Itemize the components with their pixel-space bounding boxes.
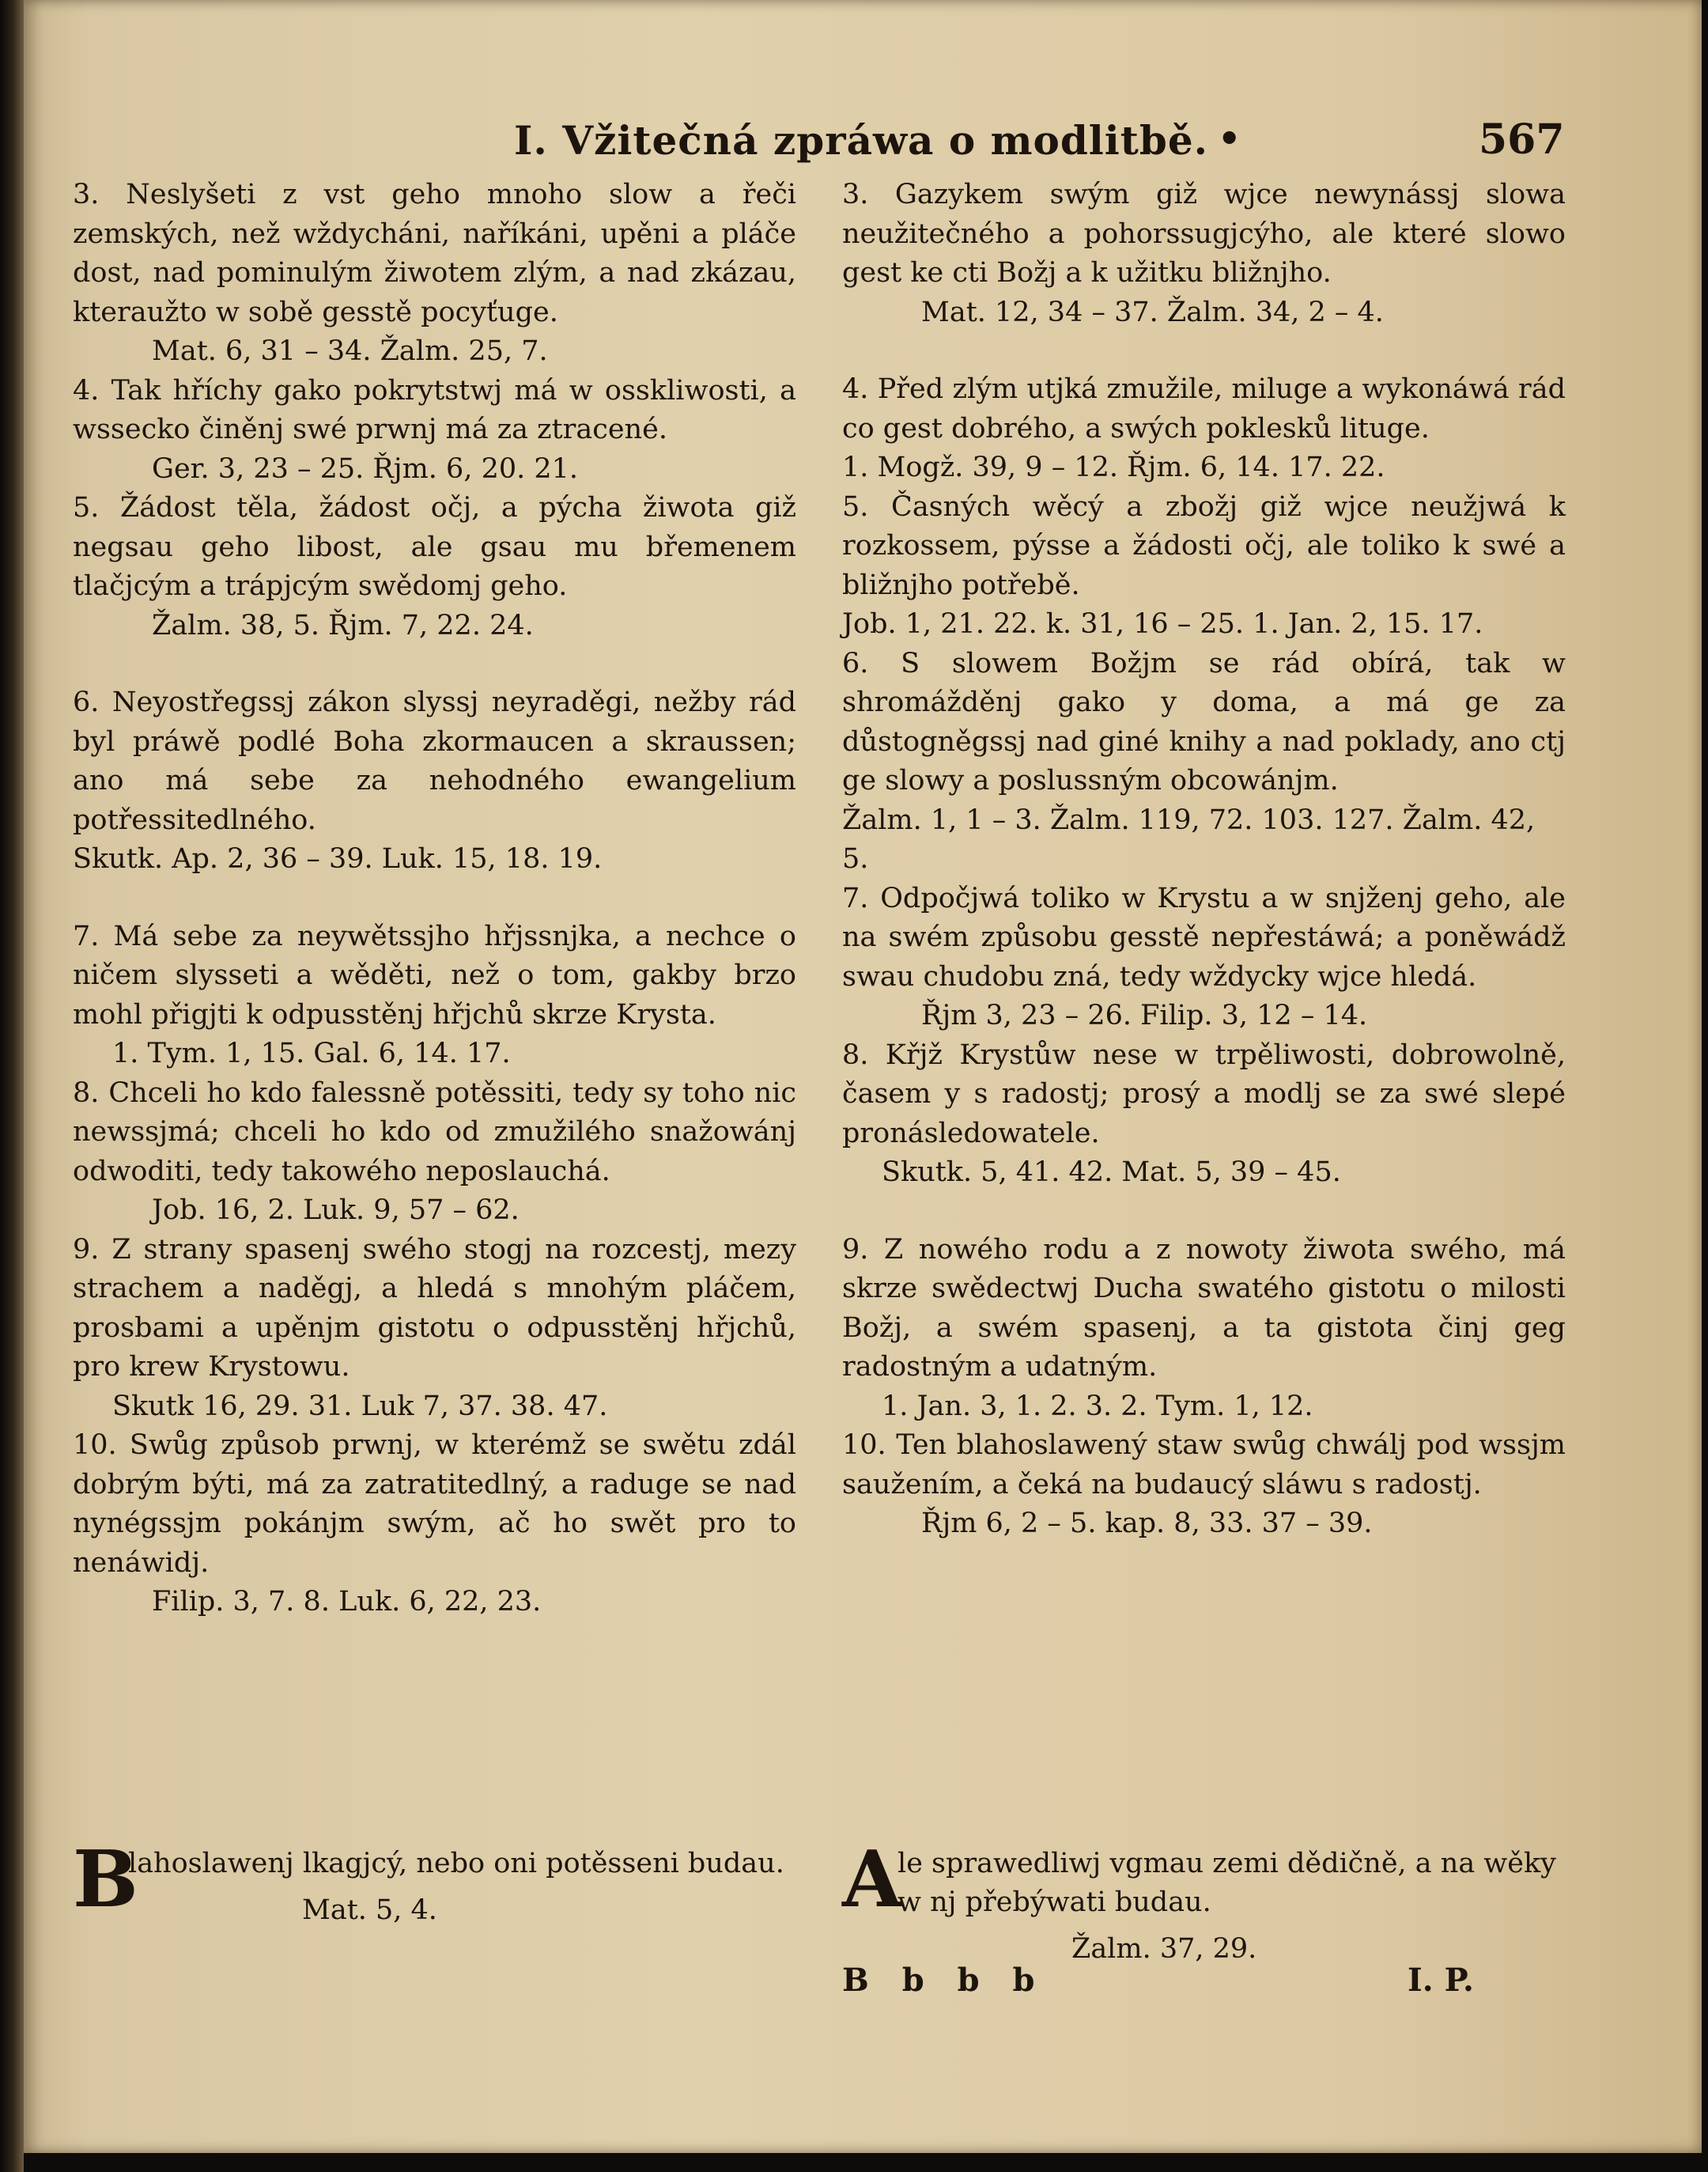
list-item: 8. Chceli ho kdo falessně potěssiti, tedy sy toho nic newssjmá; chceli ho kdo od zmužilého snažowánj odwoditi, tedy takowého neposlauchá. xyxy=(73,1077,796,1187)
list-item: 10. Swůg způsob prwnj, w kterémž se swětu zdál dobrým býti, má za zatratitedlný, a raduge se nad nynégssjm pokánjm swým, ač ho swět pro to nenáwidj. xyxy=(73,1429,796,1579)
scripture-reference: Mat. 6, 31 – 34. Žalm. 25, 7. xyxy=(152,335,548,367)
scripture-reference: Žalm. 38, 5. Řjm. 7, 22. 24. xyxy=(152,609,534,641)
left-column xyxy=(73,176,796,1622)
scripture-reference: Skutk. Ap. 2, 36 – 39. Luk. 15, 18. 19. xyxy=(73,843,603,875)
scripture-reference: Žalm. 1, 1 – 3. Žalm. 119, 72. 103. 127. Žalm. 42, 5. xyxy=(842,804,1536,875)
list-item: 3. Neslyšeti z vst geho mnoho slow a řeči zemských, než wždycháni, naříkáni, upěni a pláče dost, nad pominulým žiwotem zlým, a nad zkázau, kteraužto w sobě gesstě pocyťuge. xyxy=(73,179,796,328)
scripture-reference: Řjm 6, 2 – 5. kap. 8, 33. 37 – 39. xyxy=(921,1508,1373,1539)
drop-cap: B xyxy=(73,1834,138,1925)
beatitude-text: le sprawedliwj vgmau zemi dědičně, a na wěky w nj přebýwati budau. xyxy=(897,1848,1556,1918)
list-item: 10. Ten blahoslawený staw swůg chwálj pod wssjm saužením, a čeká na budaucý sláwu s radostj. xyxy=(842,1429,1566,1500)
scripture-reference: 1. Mogž. 39, 9 – 12. Řjm. 6, 14. 17. 22. xyxy=(842,452,1385,483)
right-column xyxy=(842,176,1566,1544)
scripture-reference: Ger. 3, 23 – 25. Řjm. 6, 20. 21. xyxy=(152,452,579,485)
list-item: 8. Křjž Krystůw nese w trpěliwosti, dobrowolně, časem y s radostj; prosý a modlj se za swé slepé pronásledowatele. xyxy=(842,1039,1566,1149)
list-item: 7. Má sebe za neywětssjho hřjssnjka, a nechce o ničem slysseti a wěděti, než o tom, gakby brzo mohl přigjti k odpusstěnj hřjchů skrze Krysta. xyxy=(73,920,796,1031)
book-page xyxy=(24,0,1702,2153)
list-item: 6. S slowem Božjm se rád obírá, tak w shromážděnj gako y doma, a má ge za důstogněgssj nad giné knihy a nad poklady, ano ctj ge slowy a poslussným obcowánjm. xyxy=(842,647,1566,797)
running-header xyxy=(24,111,1702,174)
scripture-reference: Mat. 12, 34 – 37. Žalm. 34, 2 – 4. xyxy=(921,296,1384,328)
scripture-reference: Job. 16, 2. Luk. 9, 57 – 62. xyxy=(152,1194,520,1226)
list-item: 9. Z strany spasenj swého stogj na rozcestj, mezy strachem a naděgj, a hledá s mnohým pláčem, prosbami a upěnjm gistotu o odpusstěnj hřjchů, pro krew Krystowu. xyxy=(73,1233,796,1383)
list-item: 9. Z nowého rodu a z nowoty žiwota swého, má skrze swědectwj Ducha swatého gistotu o milosti Božj, a swém spasenj, a ta gistota činj geg radostným a udatným. xyxy=(842,1233,1566,1383)
list-item: 7. Odpočjwá toliko w Krystu a w snjženj geho, ale na swém způsobu gesstě nepřestáwá; a poněwádž swau chudobu zná, tedy wždycky wjce hledá. xyxy=(842,882,1566,993)
list-item: 4. Před zlým utjká zmužile, miluge a wykonáwá rád co gest dobrého, a swých poklesků lituge. xyxy=(842,373,1566,445)
catchword: I. P. xyxy=(1408,1962,1474,1999)
scripture-reference: Filip. 3, 7. 8. Luk. 6, 22, 23. xyxy=(152,1586,542,1618)
scripture-reference: 1. Jan. 3, 1. 2. 3. 2. Tym. 1, 12. xyxy=(882,1390,1313,1422)
list-item: 5. Časných wěcý a zbožj giž wjce neužjwá k rozkossem, pýsse a žádosti očj, ale toliko k swé a bližnjho potřebě. xyxy=(842,490,1566,601)
scripture-reference: Řjm 3, 23 – 26. Filip. 3, 12 – 14. xyxy=(921,1000,1368,1031)
beatitude-right xyxy=(842,1834,1566,1969)
running-title: I. Vžitečná zpráwa o modlitbě. xyxy=(514,117,1209,164)
book-binding-edge xyxy=(0,0,24,2172)
beatitude-left xyxy=(73,1834,796,1930)
page-number: 567 xyxy=(1479,115,1565,164)
scripture-reference: Žalm. 37, 29. xyxy=(1071,1933,1257,1965)
signature-mark: B b b b xyxy=(842,1962,1046,1999)
list-item: 5. Žádost těla, žádost očj, a pýcha žiwota giž negsau geho libost, ale gsau mu břemenem tlačjcým a trápjcým swědomj geho. xyxy=(73,492,796,602)
list-item: 3. Gazykem swým giž wjce newynássj slowa neužitečného a pohorssugjcýho, ale které slowo gest ke cti Božj a k užitku bližnjho. xyxy=(842,179,1566,289)
beatitude-text: lahoslawenj lkagjcý, nebo oni potěsseni budau. xyxy=(128,1848,784,1879)
list-item: 6. Neyostřegssj zákon slyssj neyraděgi, nežby rád byl práwě podlé Boha zkormaucen a skraussen; ano má sebe za nehodného ewangelium potřessitedlného. xyxy=(73,687,796,836)
scripture-reference: Mat. 5, 4. xyxy=(302,1894,437,1926)
scripture-reference: Skutk 16, 29. 31. Luk 7, 37. 38. 47. xyxy=(112,1390,608,1422)
page-footer xyxy=(24,1962,1702,2009)
scripture-reference: 1. Tym. 1, 15. Gal. 6, 14. 17. xyxy=(112,1038,511,1069)
scripture-reference: Skutk. 5, 41. 42. Mat. 5, 39 – 45. xyxy=(882,1156,1341,1188)
list-item: 4. Tak hříchy gako pokrytstwj má w osskliwosti, a wssecko činěnj swé prwnj má za ztracené. xyxy=(73,374,796,445)
scripture-reference: Job. 1, 21. 22. k. 31, 16 – 25. 1. Jan. 2, 15. 17. xyxy=(842,608,1483,640)
drop-cap: A xyxy=(842,1834,903,1925)
header-ornament: • xyxy=(1218,117,1241,160)
